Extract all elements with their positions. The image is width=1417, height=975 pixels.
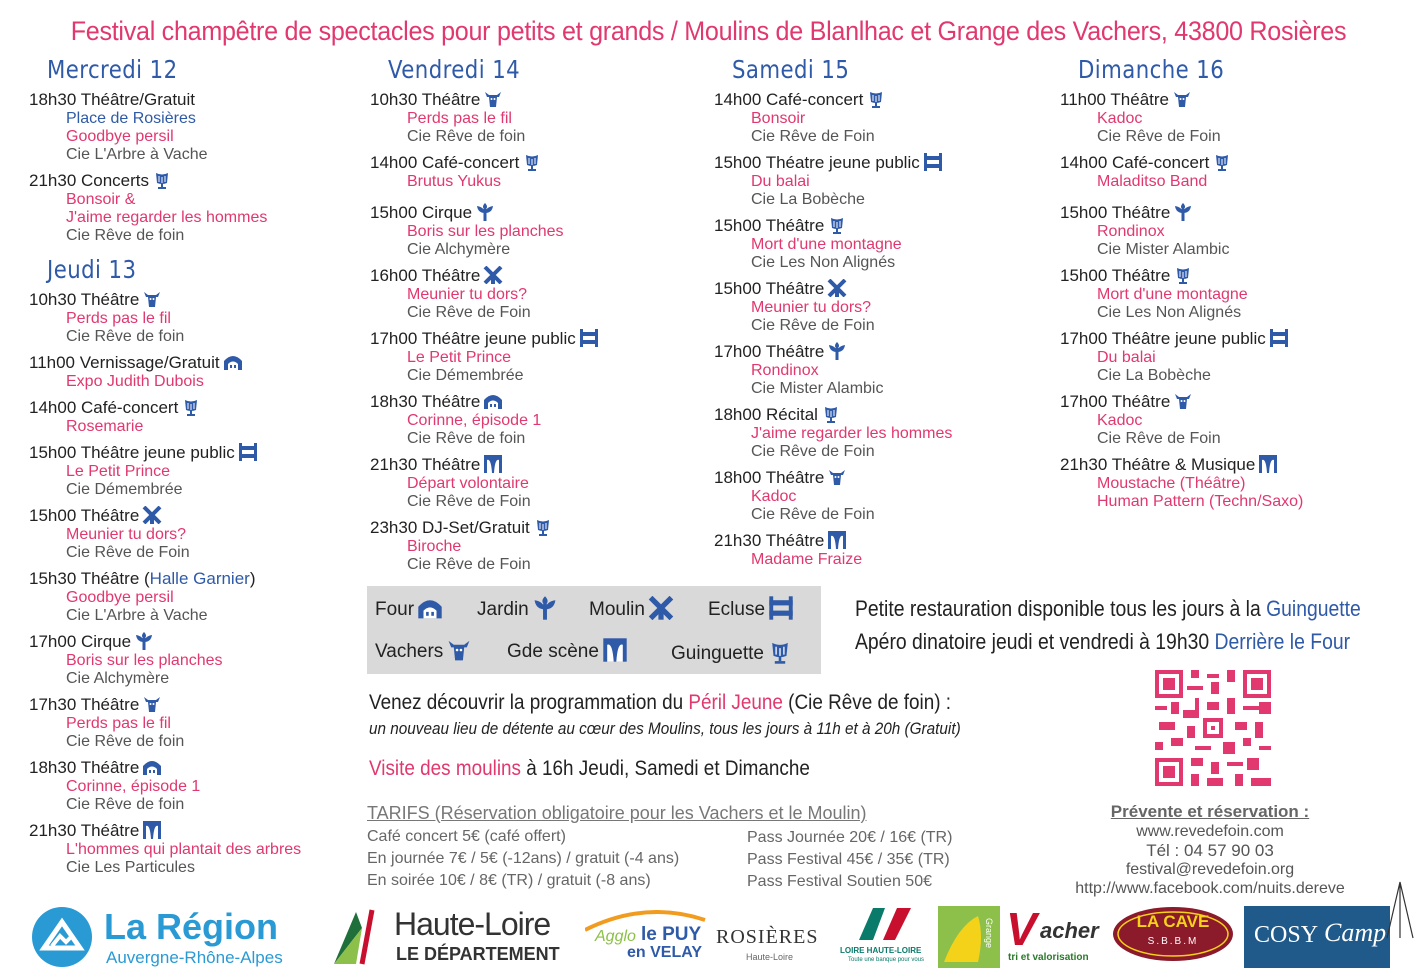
event-item bbox=[29, 695, 301, 751]
event-show: Rosemarie bbox=[66, 418, 144, 435]
event-time: 14h00 Café-concert bbox=[714, 90, 864, 109]
phone-number[interactable]: Tél : 04 57 90 03 bbox=[1146, 841, 1274, 860]
event-show: Madame Fraize bbox=[751, 551, 863, 568]
jardin-icon bbox=[827, 342, 847, 360]
vachers-icon bbox=[142, 695, 162, 713]
day-title: Samedi 15 bbox=[732, 55, 850, 84]
event-company: Cie Rêve de Foin bbox=[1097, 128, 1221, 145]
cave-sub: S.B.B.M bbox=[1147, 936, 1199, 947]
tarif-row: Café concert 5€ (café offert) bbox=[367, 828, 566, 845]
event-time: 17h00 Théâtre jeune public bbox=[1060, 329, 1266, 348]
event-time: 15h00 Théâtre jeune public bbox=[29, 443, 235, 462]
email-link[interactable]: festival@revedefoin.org bbox=[1125, 861, 1295, 878]
column-sun bbox=[1060, 55, 1303, 518]
column-sat bbox=[714, 55, 952, 576]
event-item bbox=[29, 506, 301, 562]
vacher-logo[interactable] bbox=[1006, 903, 1110, 966]
event-time: 23h30 DJ-Set/Gratuit bbox=[370, 518, 530, 537]
event-show: Perds pas le fil bbox=[66, 715, 171, 732]
scene-icon bbox=[827, 531, 847, 549]
event-show: Boris sur les planches bbox=[66, 652, 223, 669]
event-company: Cie Alchymère bbox=[66, 670, 170, 687]
event-time: 10h30 Théâtre bbox=[370, 90, 481, 109]
event-time: 18h30 Théâtre bbox=[370, 392, 481, 411]
agglo-logo[interactable] bbox=[585, 910, 710, 966]
legend-moulin: Moulin bbox=[589, 596, 674, 621]
ca-emblem-icon bbox=[855, 906, 915, 942]
event-time: 21h30 Théâtre & Musique bbox=[1060, 455, 1256, 474]
legend-ecluse: Ecluse bbox=[708, 596, 794, 621]
event-time: 14h00 Café-concert bbox=[370, 153, 520, 172]
ca-region: LOIRE HAUTE-LOIRE bbox=[840, 946, 922, 955]
event-item bbox=[29, 758, 301, 814]
guinguette-icon bbox=[821, 405, 841, 423]
ecluse-icon bbox=[1269, 329, 1289, 347]
vachers-icon bbox=[827, 468, 847, 486]
event-time: 18h00 Théâtre bbox=[714, 468, 825, 487]
scene-icon bbox=[142, 821, 162, 839]
haute-loire-sub: LE DÉPARTEMENT bbox=[396, 944, 560, 964]
event-show: Le Petit Prince bbox=[66, 463, 171, 480]
website-link[interactable]: www.revedefoin.com bbox=[1136, 823, 1284, 840]
region-name: La Région bbox=[104, 906, 279, 947]
vachers-icon bbox=[1172, 90, 1192, 108]
event-item bbox=[1060, 90, 1303, 146]
event-item bbox=[370, 153, 599, 191]
vachers-icon bbox=[446, 638, 472, 662]
four-icon bbox=[142, 758, 162, 776]
day-title: Mercredi 12 bbox=[47, 55, 178, 84]
event-time: 10h30 Théâtre bbox=[29, 290, 140, 309]
vacher-name: acher bbox=[1040, 918, 1099, 943]
agglo-region: en VELAY bbox=[627, 944, 702, 961]
event-time: 21h30 Théâtre bbox=[29, 821, 140, 840]
haute-loire-emblem-icon bbox=[332, 908, 392, 966]
ecluse-icon bbox=[923, 153, 943, 171]
event-item bbox=[714, 531, 952, 569]
event-item bbox=[29, 632, 301, 688]
event-time-end: ) bbox=[249, 569, 256, 588]
event-time: 15h00 Théâtre bbox=[1060, 203, 1171, 222]
event-company: Cie Les Non Alignés bbox=[1097, 304, 1242, 321]
legend-scene: Gde scène bbox=[507, 638, 628, 663]
event-item bbox=[714, 342, 952, 398]
vacher-sub: tri et valorisation bbox=[1008, 952, 1089, 963]
event-item bbox=[370, 518, 599, 574]
camp-name: Camp bbox=[1324, 918, 1387, 947]
event-show: Expo Judith Dubois bbox=[66, 373, 204, 390]
rosieres-logo[interactable] bbox=[716, 914, 828, 964]
event-show: Mort d'une montagne bbox=[1097, 286, 1248, 303]
event-company: Cie Rêve de Foin bbox=[1097, 430, 1221, 447]
event-show: Corinne, épisode 1 bbox=[66, 778, 201, 795]
event-show: L'hommes qui plantait des arbres bbox=[66, 841, 302, 858]
vachers-icon bbox=[483, 90, 503, 108]
prevente-info bbox=[1040, 802, 1380, 898]
event-show: Meunier tu dors? bbox=[407, 286, 528, 303]
event-time: 15h00 Théâtre bbox=[29, 506, 140, 525]
moulin-icon bbox=[648, 596, 674, 620]
guinguette-icon bbox=[866, 90, 886, 108]
event-company: Cie Rêve de foin bbox=[66, 733, 185, 750]
event-company: Cie Rêve de foin bbox=[66, 227, 185, 244]
day-title: Vendredi 14 bbox=[388, 55, 521, 84]
ecluse-icon bbox=[768, 596, 794, 620]
event-item bbox=[1060, 153, 1303, 191]
legend-jardin: Jardin bbox=[477, 596, 558, 621]
ecluse-icon bbox=[579, 329, 599, 347]
event-item bbox=[1060, 392, 1303, 448]
event-time: 16h00 Théâtre bbox=[370, 266, 481, 285]
event-time: 17h00 Théâtre jeune public bbox=[370, 329, 576, 348]
guinguette-icon bbox=[1173, 266, 1193, 284]
event-company: Cie Rêve de foin bbox=[407, 430, 526, 447]
event-time: 21h30 Théâtre bbox=[714, 531, 825, 550]
event-item bbox=[714, 468, 952, 524]
event-show: Maladitso Band bbox=[1097, 173, 1208, 190]
event-company: Cie Rêve de Foin bbox=[751, 128, 875, 145]
event-show: Rondinox bbox=[1097, 223, 1165, 240]
venue-legend bbox=[367, 586, 821, 674]
event-item bbox=[29, 353, 301, 391]
event-show: Du balai bbox=[1097, 349, 1156, 366]
event-item bbox=[714, 405, 952, 461]
haute-loire-logo[interactable] bbox=[332, 906, 577, 968]
jardin-icon bbox=[475, 203, 495, 221]
event-show: Bonsoir & bbox=[66, 191, 136, 208]
event-show: Goodbye persil bbox=[66, 589, 174, 606]
event-company: Cie La Bobèche bbox=[751, 191, 865, 208]
event-time: 17h30 Théâtre bbox=[29, 695, 140, 714]
four-icon bbox=[223, 353, 243, 371]
ecluse-icon bbox=[238, 443, 258, 461]
haute-loire-name: Haute-Loire bbox=[394, 906, 551, 942]
legend-four: Four bbox=[375, 596, 443, 621]
event-time: 11h00 Théâtre bbox=[1060, 90, 1170, 109]
event-show: Du balai bbox=[751, 173, 810, 190]
event-item bbox=[29, 443, 301, 499]
event-show: Mort d'une montagne bbox=[751, 236, 902, 253]
four-icon bbox=[483, 392, 503, 410]
scene-icon bbox=[483, 455, 503, 473]
grange-text: Grange bbox=[984, 918, 994, 949]
event-time: 18h30 Théâtre bbox=[29, 758, 140, 777]
event-item bbox=[29, 821, 301, 877]
day-title: Dimanche 16 bbox=[1078, 55, 1225, 84]
event-company: Cie Rêve de Foin bbox=[407, 493, 531, 510]
event-time: 17h00 Cirque bbox=[29, 632, 132, 651]
event-show: Meunier tu dors? bbox=[751, 299, 872, 316]
vachers-icon bbox=[1173, 392, 1193, 410]
legend-vachers: Vachers bbox=[375, 638, 472, 663]
event-show: Kadoc bbox=[1097, 110, 1143, 127]
event-item bbox=[370, 203, 599, 259]
cosy-name: COSY bbox=[1254, 922, 1319, 948]
moulin-icon bbox=[827, 279, 847, 297]
jardin-icon bbox=[134, 632, 154, 650]
event-item bbox=[714, 90, 952, 146]
event-company: Cie Les Particules bbox=[66, 859, 195, 876]
event-time: 15h00 Théâtre bbox=[714, 279, 825, 298]
event-time: 18h30 Théâtre/Gratuit bbox=[29, 90, 196, 109]
event-item bbox=[1060, 266, 1303, 322]
prevente-title: Prévente et réservation : bbox=[1110, 802, 1310, 821]
moulin-icon bbox=[142, 506, 162, 524]
vacher-v-icon: V bbox=[1006, 903, 1037, 955]
event-time: 15h00 Théâtre bbox=[1060, 266, 1171, 285]
event-show: Biroche bbox=[407, 538, 462, 555]
region-emblem-icon bbox=[30, 906, 94, 968]
event-company: Cie Rêve de foin bbox=[66, 328, 185, 345]
event-place: Place de Rosières bbox=[66, 110, 196, 127]
sponsor-logos bbox=[0, 900, 1417, 975]
event-show: Boris sur les planches bbox=[407, 223, 564, 240]
event-item bbox=[29, 171, 301, 245]
event-company: Cie Les Non Alignés bbox=[751, 254, 896, 271]
scene-icon bbox=[602, 638, 628, 662]
event-company: Cie Mister Alambic bbox=[751, 380, 884, 397]
four-icon bbox=[417, 596, 443, 620]
column-fri bbox=[370, 55, 599, 581]
pass-row: Pass Journée 20€ / 16€ (TR) bbox=[747, 829, 953, 846]
rosieres-name: ROSIÈRES bbox=[716, 926, 819, 948]
grange-logo[interactable] bbox=[938, 906, 1000, 968]
event-time: 14h00 Café-concert bbox=[1060, 153, 1210, 172]
event-company: Cie La Bobèche bbox=[1097, 367, 1211, 384]
jardin-icon bbox=[1173, 203, 1193, 221]
rosieres-sub: Haute-Loire bbox=[746, 952, 794, 962]
tent-sketch-icon bbox=[1385, 880, 1415, 940]
guinguette-icon bbox=[181, 398, 201, 416]
event-company: Cie L'Arbre à Vache bbox=[66, 607, 208, 624]
event-show-2: J'aime regarder les hommes bbox=[66, 209, 268, 226]
cave-name: LA CAVE bbox=[1136, 912, 1210, 931]
event-company: Cie Rêve de Foin bbox=[407, 556, 531, 573]
credit-agricole-logo[interactable] bbox=[840, 906, 930, 966]
la-cave-logo[interactable] bbox=[1112, 906, 1234, 962]
tarif-row: En journée 7€ / 5€ (-12ans) / gratuit (-4 ans) bbox=[367, 850, 680, 867]
event-show: J'aime regarder les hommes bbox=[751, 425, 953, 442]
event-item bbox=[1060, 203, 1303, 259]
event-item bbox=[370, 329, 599, 385]
event-company: Cie L'Arbre à Vache bbox=[66, 146, 208, 163]
tarif-row: En soirée 10€ / 8€ (TR) / gratuit (-8 ans) bbox=[367, 872, 651, 889]
agglo-city: le PUY bbox=[641, 924, 702, 945]
event-company: Cie Rêve de foin bbox=[407, 128, 526, 145]
event-item bbox=[714, 279, 952, 335]
festival-title: Festival champêtre de spectacles pour petits et grands / Moulins de Blanlhac et Grange des Vachers, 43800 Rosières bbox=[70, 16, 1347, 46]
guinguette-icon bbox=[1212, 153, 1232, 171]
event-company: Cie Rêve de Foin bbox=[751, 317, 875, 334]
event-time: 21h30 Théâtre bbox=[370, 455, 481, 474]
event-show: Goodbye persil bbox=[66, 128, 174, 145]
event-time: 17h00 Théâtre bbox=[714, 342, 825, 361]
jardin-icon bbox=[532, 596, 558, 620]
event-item bbox=[714, 153, 952, 209]
region-subname: Auvergne-Rhône-Alpes bbox=[106, 948, 283, 967]
event-show: Meunier tu dors? bbox=[66, 526, 187, 543]
event-show: Départ volontaire bbox=[407, 475, 529, 492]
event-company: Cie Démembrée bbox=[407, 367, 524, 384]
event-item bbox=[370, 90, 599, 146]
event-company: Cie Rêve de Foin bbox=[66, 544, 190, 561]
event-time: 15h00 Cirque bbox=[370, 203, 473, 222]
restauration-info: Petite restauration disponible tous les jours à la Guinguette Apéro dinatoire jeudi et vendredi à 19h30 Derrière le Four bbox=[855, 596, 1361, 654]
event-item bbox=[29, 569, 301, 625]
event-time: 11h00 Vernissage/Gratuit bbox=[29, 353, 220, 372]
event-time: 15h30 Théâtre ( bbox=[29, 569, 150, 588]
event-show: Brutus Yukus bbox=[407, 173, 501, 190]
event-item bbox=[29, 90, 301, 164]
event-venue: Halle Garnier bbox=[149, 569, 250, 588]
event-show: Bonsoir bbox=[751, 110, 806, 127]
event-time: 18h00 Récital bbox=[714, 405, 818, 424]
pass-row: Pass Festival Soutien 50€ bbox=[747, 873, 932, 890]
facebook-link[interactable]: http://www.facebook.com/nuits.dereve bbox=[1075, 880, 1345, 897]
tarifs bbox=[367, 803, 953, 892]
event-company: Cie Rêve de foin bbox=[66, 796, 185, 813]
day-title: Jeudi 13 bbox=[47, 255, 137, 284]
region-logo[interactable] bbox=[30, 906, 320, 968]
event-show: Le Petit Prince bbox=[407, 349, 512, 366]
event-show: Kadoc bbox=[751, 488, 797, 505]
event-time: 15h00 Théâtre bbox=[714, 216, 825, 235]
event-company: Cie Rêve de Foin bbox=[407, 304, 531, 321]
event-show: Moustache (Théâtre) bbox=[1097, 475, 1246, 492]
event-company: Cie Rêve de Foin bbox=[751, 506, 875, 523]
event-time: 17h00 Théâtre bbox=[1060, 392, 1171, 411]
ca-slogan: Toute une banque pour vous bbox=[848, 957, 925, 963]
qr-code[interactable] bbox=[1155, 670, 1271, 786]
event-show: Perds pas le fil bbox=[407, 110, 512, 127]
event-show: Corinne, épisode 1 bbox=[407, 412, 542, 429]
event-item bbox=[1060, 455, 1303, 511]
event-item bbox=[370, 266, 599, 322]
event-show: Rondinox bbox=[751, 362, 819, 379]
visite-moulins: Visite des moulins à 16h Jeudi, Samedi et Dimanche bbox=[369, 757, 810, 780]
guinguette-icon bbox=[152, 171, 172, 189]
event-time: 15h00 Théatre jeune public bbox=[714, 153, 920, 172]
guinguette-icon bbox=[522, 153, 542, 171]
column-wed-thu bbox=[29, 55, 301, 884]
event-company: Cie Alchymère bbox=[407, 241, 511, 258]
guinguette-icon bbox=[533, 518, 553, 536]
peril-jeune-info: Venez découvrir la programmation du Péril Jeune (Cie Rêve de foin) : un nouveau lieu de détente au cœur des Moulins, tous les jours à 11h et à 20h (Gratuit) bbox=[369, 691, 961, 738]
event-item bbox=[1060, 329, 1303, 385]
legend-guinguette: Guinguette bbox=[671, 640, 793, 665]
guinguette-icon bbox=[767, 640, 793, 664]
tarifs-title: TARIFS (Réservation obligatoire pour les Vachers et le Moulin) bbox=[367, 803, 867, 823]
event-show: Perds pas le fil bbox=[66, 310, 171, 327]
pass-row: Pass Festival 45€ / 35€ (TR) bbox=[747, 851, 950, 868]
event-company: Cie Mister Alambic bbox=[1097, 241, 1230, 258]
event-show-2: Human Pattern (Techn/Saxo) bbox=[1097, 493, 1304, 510]
guinguette-link: Guinguette bbox=[1266, 596, 1361, 621]
guinguette-icon bbox=[827, 216, 847, 234]
event-item bbox=[370, 455, 599, 511]
event-time: 14h00 Café-concert bbox=[29, 398, 179, 417]
event-show: Kadoc bbox=[1097, 412, 1143, 429]
event-company: Cie Démembrée bbox=[66, 481, 183, 498]
event-company: Cie Rêve de Foin bbox=[751, 443, 875, 460]
event-time: 21h30 Concerts bbox=[29, 171, 150, 190]
event-item bbox=[370, 392, 599, 448]
vachers-icon bbox=[142, 290, 162, 308]
four-place: Derrière le Four bbox=[1214, 629, 1351, 654]
agglo-name: Agglo bbox=[595, 928, 636, 945]
scene-icon bbox=[1258, 455, 1278, 473]
event-item bbox=[29, 398, 301, 436]
event-item bbox=[714, 216, 952, 272]
moulin-icon bbox=[483, 266, 503, 284]
cosy-camp-logo[interactable] bbox=[1244, 906, 1390, 968]
event-item bbox=[29, 290, 301, 346]
